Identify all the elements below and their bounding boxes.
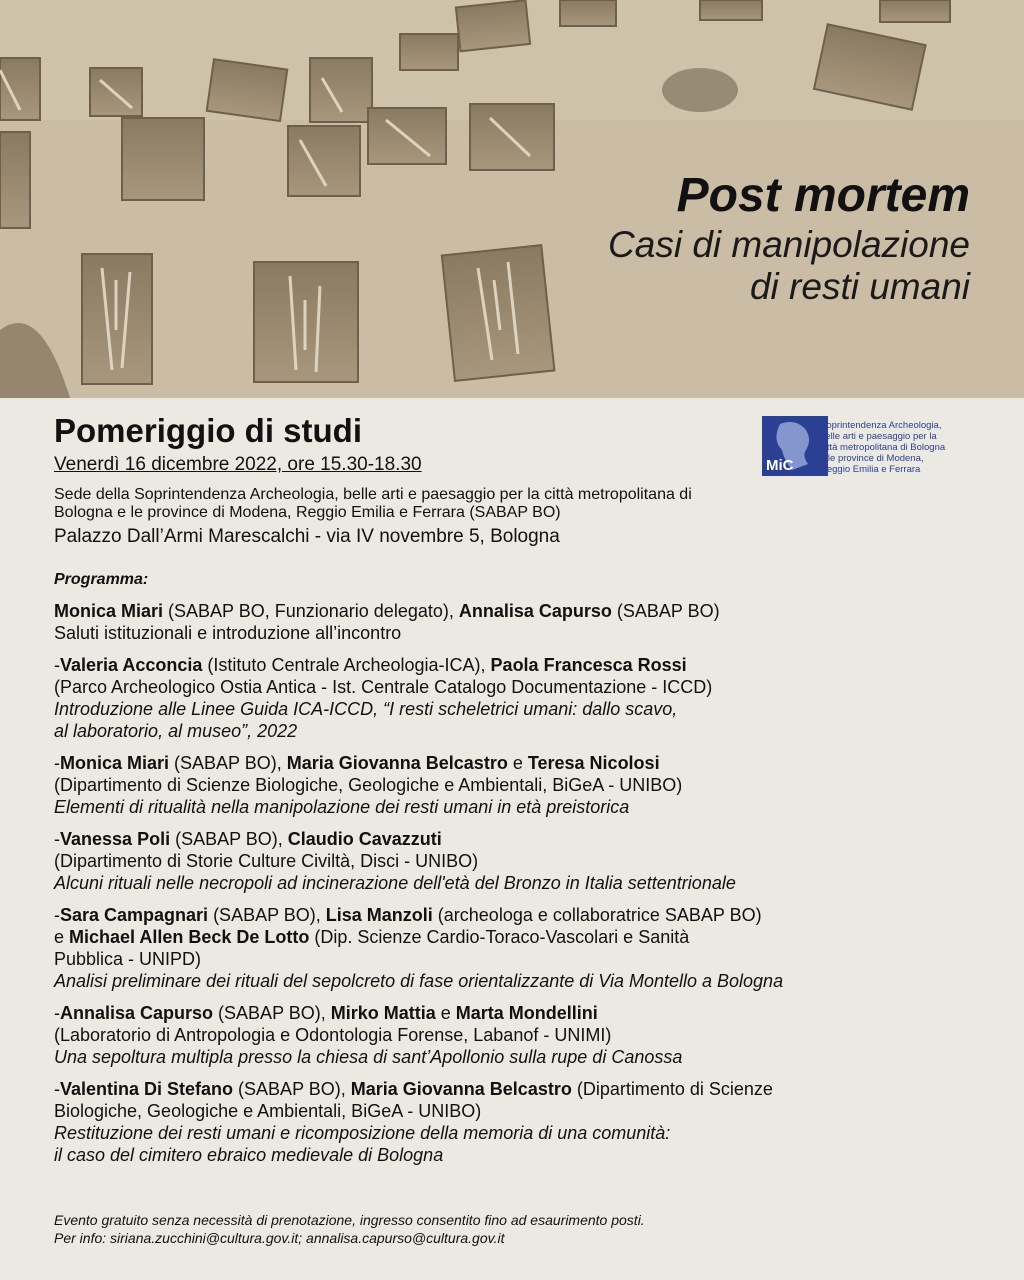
program-session xyxy=(54,654,994,742)
logo-text xyxy=(820,420,990,475)
program-session xyxy=(54,904,994,992)
talk-title: Restituzione dei resti umani e ricomposizione della memoria di una comunità: xyxy=(54,1123,671,1143)
speaker-name: Sara Campagnari xyxy=(60,905,209,925)
session-line xyxy=(54,774,994,796)
program-label-text: Programma xyxy=(54,571,143,588)
mic-mark-text: MiC xyxy=(766,457,794,474)
program-session xyxy=(54,600,994,644)
venue-line2: Bologna e le province di Modena, Reggio Emilia e Ferrara (SABAP BO) xyxy=(54,504,561,521)
session-line xyxy=(54,872,994,894)
event-title: Post mortem xyxy=(676,169,970,222)
session-text: - xyxy=(54,829,60,849)
program-session xyxy=(54,752,994,818)
session-line xyxy=(54,1024,994,1046)
session-text: (Dipartimento di Scienze Biologiche, Geologiche e Ambientali, BiGeA - UNIBO) xyxy=(54,775,683,795)
session-line xyxy=(54,720,994,742)
session-line xyxy=(54,752,994,774)
session-line xyxy=(54,622,994,644)
talk-title: il caso del cimitero ebraico medievale di Bologna xyxy=(54,1145,444,1165)
speaker-name: Paola Francesca Rossi xyxy=(490,655,687,675)
session-line xyxy=(54,654,994,676)
session-text: e xyxy=(54,927,70,947)
speaker-name: Valentina Di Stefano xyxy=(60,1079,234,1099)
session-text: (SABAP BO), xyxy=(213,1003,331,1023)
session-text: - xyxy=(54,1079,60,1099)
speaker-name: Maria Giovanna Belcastro xyxy=(286,753,508,773)
hero-photo xyxy=(0,0,1024,398)
event-subtitle-line2: di resti umani xyxy=(749,266,970,307)
program-session xyxy=(54,828,994,894)
event-address: Palazzo Dall’Armi Marescalchi - via IV novembre 5, Bologna xyxy=(54,526,560,547)
logo-line: e le province di Modena, xyxy=(820,453,924,464)
session-text: e xyxy=(507,753,528,773)
program-session xyxy=(54,1078,994,1166)
session-line xyxy=(54,1002,994,1024)
session-text: (SABAP BO), xyxy=(169,753,287,773)
session-text: (Laboratorio di Antropologia e Odontologia Forense, Labanof - UNIMI) xyxy=(54,1025,612,1045)
footer xyxy=(54,1211,645,1247)
session-line xyxy=(54,1144,994,1166)
talk-title: Alcuni rituali nelle necropoli ad incinerazione dell'età del Bronzo in Italia settentrionale xyxy=(54,873,736,893)
logo-line: città metropolitana di Bologna xyxy=(820,442,946,453)
speaker-name: Michael Allen Beck De Lotto xyxy=(69,927,310,947)
program-sessions xyxy=(54,600,994,1176)
program-session xyxy=(54,1002,994,1068)
speaker-name: Marta Mondellini xyxy=(455,1003,598,1023)
session-line xyxy=(54,948,994,970)
session-line xyxy=(54,1078,994,1100)
event-date: Venerdì 16 dicembre 2022, ore 15.30-18.30 xyxy=(54,454,422,475)
speaker-name: Maria Giovanna Belcastro xyxy=(350,1079,572,1099)
speaker-name: Monica Miari xyxy=(60,753,170,773)
session-line xyxy=(54,796,994,818)
session-line xyxy=(54,828,994,850)
session-text: - xyxy=(54,905,60,925)
venue-line1: Sede della Soprintendenza Archeologia, belle arti e paesaggio per la città metropolitana di xyxy=(54,486,692,503)
talk-title: Elementi di ritualità nella manipolazione dei resti umani in età preistorica xyxy=(54,797,630,817)
session-text: e xyxy=(435,1003,456,1023)
session-text: Biologiche, Geologiche e Ambientali, BiGeA - UNIBO) xyxy=(54,1101,482,1121)
session-text: (SABAP BO) xyxy=(611,601,720,621)
logo-line: belle arti e paesaggio per la xyxy=(820,431,937,442)
session-text: - xyxy=(54,753,60,773)
speaker-name: Claudio Cavazzuti xyxy=(287,829,442,849)
mic-logo-mark xyxy=(762,416,828,476)
session-text: (Istituto Centrale Archeologia-ICA), xyxy=(202,655,491,675)
talk-title: Introduzione alle Linee Guida ICA-ICCD, “I resti scheletrici umani: dallo scavo, xyxy=(54,699,678,719)
footer-line2: Per info: siriana.zucchini@cultura.gov.it; annalisa.capurso@cultura.gov.it xyxy=(54,1230,505,1246)
speaker-name: Teresa Nicolosi xyxy=(527,753,660,773)
talk-title: al laboratorio, al museo”, 2022 xyxy=(54,721,298,741)
session-line xyxy=(54,1122,994,1144)
session-text: (SABAP BO), xyxy=(170,829,288,849)
program-label: Programma: xyxy=(54,571,149,588)
session-text: - xyxy=(54,1003,60,1023)
session-text: (archeologa e collaboratrice SABAP BO) xyxy=(432,905,762,925)
speaker-name: Valeria Acconcia xyxy=(60,655,203,675)
speaker-name: Monica Miari xyxy=(54,601,164,621)
speaker-name: Annalisa Capurso xyxy=(458,601,612,621)
session-text: (Dipartimento di Storie Culture Civiltà, Disci - UNIBO) xyxy=(54,851,479,871)
footer-line1: Evento gratuito senza necessità di prenotazione, ingresso consentito fino ad esaurimento posti. xyxy=(54,1212,645,1228)
session-line xyxy=(54,1100,994,1122)
session-text: - xyxy=(54,655,60,675)
session-text: Pubblica - UNIPD) xyxy=(54,949,202,969)
session-text: (SABAP BO, Funzionario delegato), xyxy=(163,601,459,621)
event-venue xyxy=(54,486,914,522)
talk-title: Una sepoltura multipla presso la chiesa di sant’Apollonio sulla rupe di Canossa xyxy=(54,1047,683,1067)
session-text: (SABAP BO), xyxy=(208,905,326,925)
session-text: (Parco Archeologico Ostia Antica - Ist. Centrale Catalogo Documentazione - ICCD) xyxy=(54,677,713,697)
talk-title: Analisi preliminare dei rituali del sepolcreto di fase orientalizzante di Via Montello a Bologna xyxy=(54,971,784,991)
event-heading: Pomeriggio di studi xyxy=(54,412,363,449)
event-subtitle-line1: Casi di manipolazione xyxy=(608,224,970,265)
title-block xyxy=(608,168,970,308)
session-line xyxy=(54,904,994,926)
session-line xyxy=(54,600,994,622)
session-line xyxy=(54,850,994,872)
session-line xyxy=(54,970,994,992)
speaker-name: Annalisa Capurso xyxy=(60,1003,214,1023)
speaker-name: Mirko Mattia xyxy=(330,1003,436,1023)
session-line xyxy=(54,926,994,948)
sabap-logo xyxy=(762,416,988,480)
session-line xyxy=(54,676,994,698)
session-line xyxy=(54,1046,994,1068)
session-text: (Dip. Scienze Cardio-Toraco-Vascolari e Sanità xyxy=(309,927,690,947)
session-text: Saluti istituzionali e introduzione all’incontro xyxy=(54,623,402,643)
speaker-name: Lisa Manzoli xyxy=(325,905,433,925)
logo-line: Soprintendenza Archeologia, xyxy=(820,420,942,431)
session-text: (Dipartimento di Scienze xyxy=(571,1079,773,1099)
session-text: (SABAP BO), xyxy=(233,1079,351,1099)
session-line xyxy=(54,698,994,720)
speaker-name: Vanessa Poli xyxy=(60,829,171,849)
logo-line: Reggio Emilia e Ferrara xyxy=(820,464,921,475)
